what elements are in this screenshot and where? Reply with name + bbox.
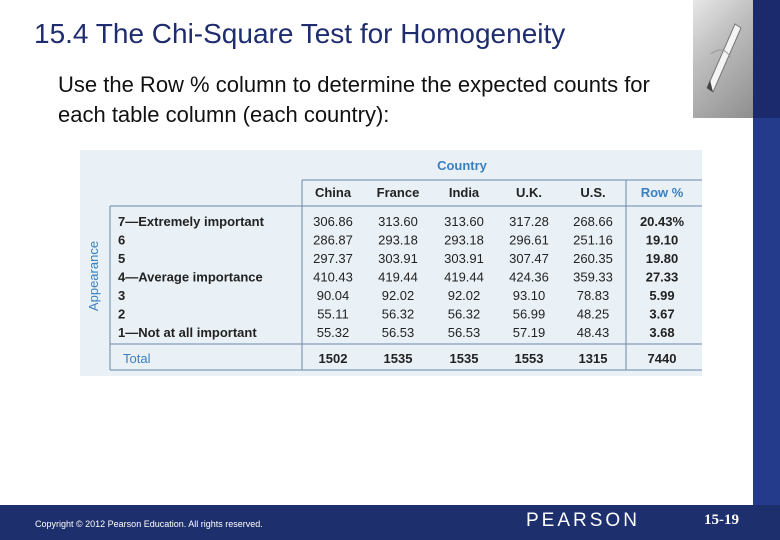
expected-counts-table <box>80 150 702 376</box>
right-bar <box>753 118 780 506</box>
table-cell: 19.10 <box>645 232 679 248</box>
table-cell: 410.43 <box>313 269 353 285</box>
table-cell: 313.60 <box>378 214 418 229</box>
table-cell: 317.28 <box>509 214 549 229</box>
row-label: 4—Average importance <box>118 269 263 285</box>
pen-icon <box>701 14 745 94</box>
table-cell: 419.44 <box>444 269 484 285</box>
table-cell: 56.53 <box>447 325 481 340</box>
row-label: 5 <box>118 251 126 266</box>
row-label: 2 <box>118 306 126 322</box>
slide-title: 15.4 The Chi-Square Test for Homogeneity <box>34 18 566 49</box>
table-cell: 56.32 <box>381 306 415 322</box>
table-cell: 48.25 <box>576 306 610 322</box>
row-label: 3 <box>118 288 126 303</box>
table-cell: 19.80 <box>645 251 679 266</box>
table-cell: 260.35 <box>573 251 613 266</box>
pearson-logo: PEARSON <box>526 510 640 531</box>
total-label: Total <box>123 351 151 366</box>
table-cell: 55.32 <box>316 325 350 340</box>
column-header: France <box>376 185 420 200</box>
footer-bar <box>0 505 780 540</box>
total-cell: 1502 <box>318 351 348 366</box>
table-cell: 297.37 <box>313 251 353 266</box>
table-cell: 303.91 <box>444 251 484 266</box>
table-cell: 419.44 <box>378 269 418 285</box>
table-cell: 20.43% <box>639 214 685 229</box>
row-label: 1—Not at all important <box>118 325 257 340</box>
column-header: U.K. <box>516 185 542 200</box>
total-cell: 1553 <box>514 351 544 366</box>
table-cell: 307.47 <box>509 251 549 266</box>
table-cell: 303.91 <box>378 251 418 266</box>
table-cell: 57.19 <box>512 325 546 340</box>
row-label: 6 <box>118 232 126 248</box>
table-cell: 55.11 <box>317 306 349 322</box>
table-cell: 293.18 <box>444 232 484 248</box>
table-cell: 293.18 <box>378 232 418 248</box>
total-cell: 1315 <box>578 351 608 366</box>
table-cell: 90.04 <box>316 288 350 303</box>
table-cell: 56.53 <box>381 325 415 340</box>
table-cell: 56.32 <box>447 306 481 322</box>
row-group-label: Appearance <box>86 240 101 312</box>
table-cell: 27.33 <box>645 269 679 285</box>
column-header: Row % <box>640 185 684 200</box>
table-cell: 313.60 <box>444 214 484 229</box>
total-cell: 1535 <box>383 351 413 366</box>
table-cell: 3.67 <box>649 306 675 322</box>
total-cell: 1535 <box>449 351 479 366</box>
table-cell: 424.36 <box>509 269 549 285</box>
table-cell: 92.02 <box>381 288 415 303</box>
table-cell: 3.68 <box>649 325 675 340</box>
table-cell: 268.66 <box>573 214 613 229</box>
table-cell: 92.02 <box>447 288 481 303</box>
table-cell: 56.99 <box>512 306 546 322</box>
table-cell: 286.87 <box>313 232 353 248</box>
row-label: 7—Extremely important <box>118 214 264 229</box>
table-cell: 78.83 <box>576 288 610 303</box>
column-header: India <box>448 185 480 200</box>
column-header: China <box>314 185 352 200</box>
right-bar-top <box>753 0 780 118</box>
table-cell: 93.10 <box>512 288 546 303</box>
table-cell: 5.99 <box>649 288 675 303</box>
table-cell: 48.43 <box>576 325 610 340</box>
slide-subtitle: Use the Row % column to determine the expected counts for each table column (each country): <box>58 72 650 127</box>
table-cell: 306.86 <box>313 214 353 229</box>
table-cell: 359.33 <box>573 269 613 285</box>
table-cell: 251.16 <box>573 232 613 248</box>
column-header: U.S. <box>580 185 606 200</box>
page-number: 15-19 <box>704 512 739 528</box>
total-cell: 7440 <box>647 351 677 366</box>
copyright-text: Copyright © 2012 Pearson Education. All rights reserved. <box>35 519 263 529</box>
table-cell: 296.61 <box>509 232 549 248</box>
decorative-pen-image <box>693 0 753 118</box>
column-group-header: Country <box>437 158 487 173</box>
